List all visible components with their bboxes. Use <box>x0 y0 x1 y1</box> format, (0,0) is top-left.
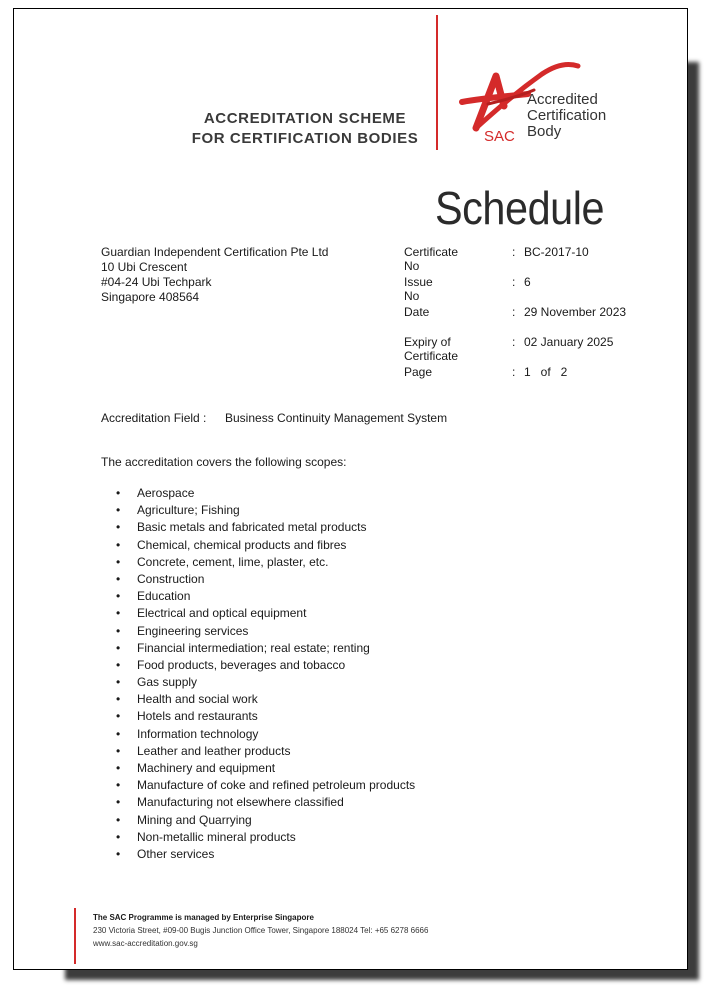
bullet-icon: • <box>116 554 121 569</box>
bullet-icon: • <box>116 812 121 827</box>
scope-text: Chemical, chemical products and fibres <box>137 537 347 552</box>
scope-item <box>114 726 415 743</box>
bullet-icon: • <box>116 623 121 638</box>
page-title: Schedule <box>435 182 605 234</box>
header-divider <box>436 15 438 150</box>
bullet-icon: • <box>116 503 121 518</box>
address-line: 10 Ubi Crescent <box>101 260 188 274</box>
bullet-icon: • <box>116 520 121 535</box>
logo-text-body: Body <box>527 123 562 140</box>
detail-value: BC-2017-10 <box>524 245 589 259</box>
scope-text: Information technology <box>137 726 259 741</box>
bullet-icon: • <box>116 657 121 672</box>
scope-text: Manufacture of coke and refined petroleum products <box>137 778 416 793</box>
scope-text: Health and social work <box>137 692 258 707</box>
scope-intro: The accreditation covers the following scopes: <box>101 455 347 469</box>
scope-text: Food products, beverages and tobacco <box>137 657 346 672</box>
scope-text: Engineering services <box>137 623 249 638</box>
bullet-icon: • <box>116 761 121 775</box>
detail-label: Expiry of Certificate <box>404 335 459 363</box>
sac-logo <box>454 54 634 149</box>
scope-text: Leather and leather products <box>137 743 291 758</box>
scope-item <box>114 640 415 657</box>
bullet-icon: • <box>116 571 121 586</box>
bullet-icon: • <box>116 829 121 844</box>
scope-text: Agriculture; Fishing <box>137 503 240 518</box>
scheme-line-2: FOR CERTIFICATION BODIES <box>191 130 419 147</box>
bullet-icon: • <box>116 778 121 793</box>
scope-item <box>114 708 415 725</box>
bullet-icon: • <box>116 692 121 707</box>
scope-item <box>114 829 415 846</box>
scope-item <box>114 794 415 811</box>
detail-value: 29 November 2023 <box>524 305 627 319</box>
footer <box>93 911 428 950</box>
detail-value: 1 of 2 <box>524 365 568 379</box>
detail-value: 02 January 2025 <box>524 335 614 349</box>
scope-item <box>114 605 415 622</box>
scope-item <box>114 777 415 794</box>
detail-label: Date <box>404 305 430 319</box>
detail-label: Issue No <box>404 275 433 303</box>
detail-colon: : <box>512 275 516 289</box>
address-line: #04-24 Ubi Techpark <box>101 275 212 289</box>
detail-value: 6 <box>524 275 531 289</box>
scope-item <box>114 812 415 829</box>
scope-text: Aerospace <box>137 486 195 500</box>
footer-divider <box>74 908 76 964</box>
scope-text: Gas supply <box>137 675 198 690</box>
footer-address: 230 Victoria Street, #09-00 Bugis Junction Office Tower, Singapore 188024 Tel: +65 6278 6666 <box>93 926 429 935</box>
scope-text: Financial intermediation; real estate; renting <box>137 640 370 655</box>
bullet-icon: • <box>116 726 121 741</box>
field-label: Accreditation Field : <box>101 411 207 425</box>
footer-website: www.sac-accreditation.gov.sg <box>93 939 198 948</box>
scope-item <box>114 674 415 691</box>
logo-text-accredited: Accredited <box>527 91 598 108</box>
scope-item <box>114 537 415 554</box>
address-line: Singapore 408564 <box>101 290 200 304</box>
scope-text: Education <box>137 589 191 604</box>
bullet-icon: • <box>116 795 121 810</box>
scope-text: Hotels and restaurants <box>137 709 258 724</box>
scope-text: Manufacturing not elsewhere classified <box>137 795 344 810</box>
bullet-icon: • <box>116 709 121 724</box>
scope-text: Concrete, cement, lime, plaster, etc. <box>137 554 329 569</box>
scope-item <box>114 657 415 674</box>
detail-colon: : <box>512 365 516 379</box>
field-value: Business Continuity Management System <box>225 411 448 425</box>
footer-managed-by: The SAC Programme is managed by Enterprise Singapore <box>93 913 314 922</box>
scope-text: Construction <box>137 571 205 586</box>
scope-item <box>114 519 415 536</box>
scope-item <box>114 554 415 571</box>
detail-colon: : <box>512 305 516 319</box>
scope-list <box>114 485 415 863</box>
scope-text: Machinery and equipment <box>137 761 276 775</box>
bullet-icon: • <box>116 589 121 604</box>
logo-text-certification: Certification <box>527 107 607 124</box>
accreditation-field <box>101 411 448 425</box>
scope-item <box>114 502 415 519</box>
scheme-title <box>185 109 425 149</box>
scope-text: Other services <box>137 846 215 861</box>
bullet-icon: • <box>116 846 121 861</box>
scheme-line-1: ACCREDITATION SCHEME <box>203 110 407 127</box>
bullet-icon: • <box>116 743 121 758</box>
bullet-icon: • <box>116 486 121 500</box>
bullet-icon: • <box>116 537 121 552</box>
scope-text: Electrical and optical equipment <box>137 606 307 621</box>
scope-text: Basic metals and fabricated metal products <box>137 520 367 535</box>
bullet-icon: • <box>116 640 121 655</box>
scope-item <box>114 485 415 502</box>
scope-text: Non-metallic mineral products <box>137 829 296 844</box>
scope-item <box>114 623 415 640</box>
logo-text-sac: SAC <box>484 128 515 145</box>
detail-colon: : <box>512 245 516 259</box>
scope-item <box>114 743 415 760</box>
detail-colon: : <box>512 335 516 349</box>
scope-item <box>114 691 415 708</box>
address-line: Guardian Independent Certification Pte Ltd <box>101 245 329 259</box>
scope-item <box>114 588 415 605</box>
scope-item <box>114 846 415 863</box>
scope-text: Mining and Quarrying <box>137 812 252 827</box>
document-page <box>13 8 688 970</box>
bullet-icon: • <box>116 675 121 690</box>
detail-label: Page <box>404 365 433 379</box>
bullet-icon: • <box>116 606 121 621</box>
scope-item <box>114 760 415 777</box>
address-block <box>101 245 328 305</box>
detail-label: Certificate No <box>404 245 459 273</box>
scope-item <box>114 571 415 588</box>
